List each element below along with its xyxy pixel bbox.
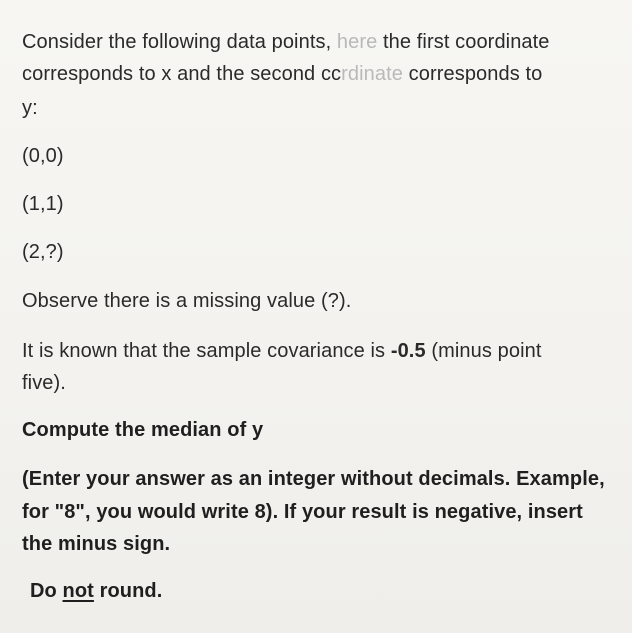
instructions-line-3: the minus sign. [22,533,171,555]
data-point-3: (2,?) [22,241,64,263]
covariance-line-1: It is known that the sample covariance is -0.5 (minus point [22,340,542,362]
instructions-line-1: (Enter your answer as an integer without decimals. Example, [22,468,605,490]
observe-text: Observe there is a missing value (?). [22,290,352,312]
instructions-line-2: for "8", you would write 8). If your result is negative, insert [22,501,583,523]
intro-line-1: Consider the following data points, here the first coordinate [22,31,550,53]
data-point-2: (1,1) [22,193,64,215]
covariance-line-2: five). [22,372,66,394]
intro-line-3: y: [22,97,38,119]
intro-line-2: corresponds to x and the second ccrdinate corresponds to [22,63,543,85]
task-heading: Compute the median of y [22,419,264,441]
data-point-1: (0,0) [22,145,64,167]
rounding-note: Do not round. [30,580,163,602]
